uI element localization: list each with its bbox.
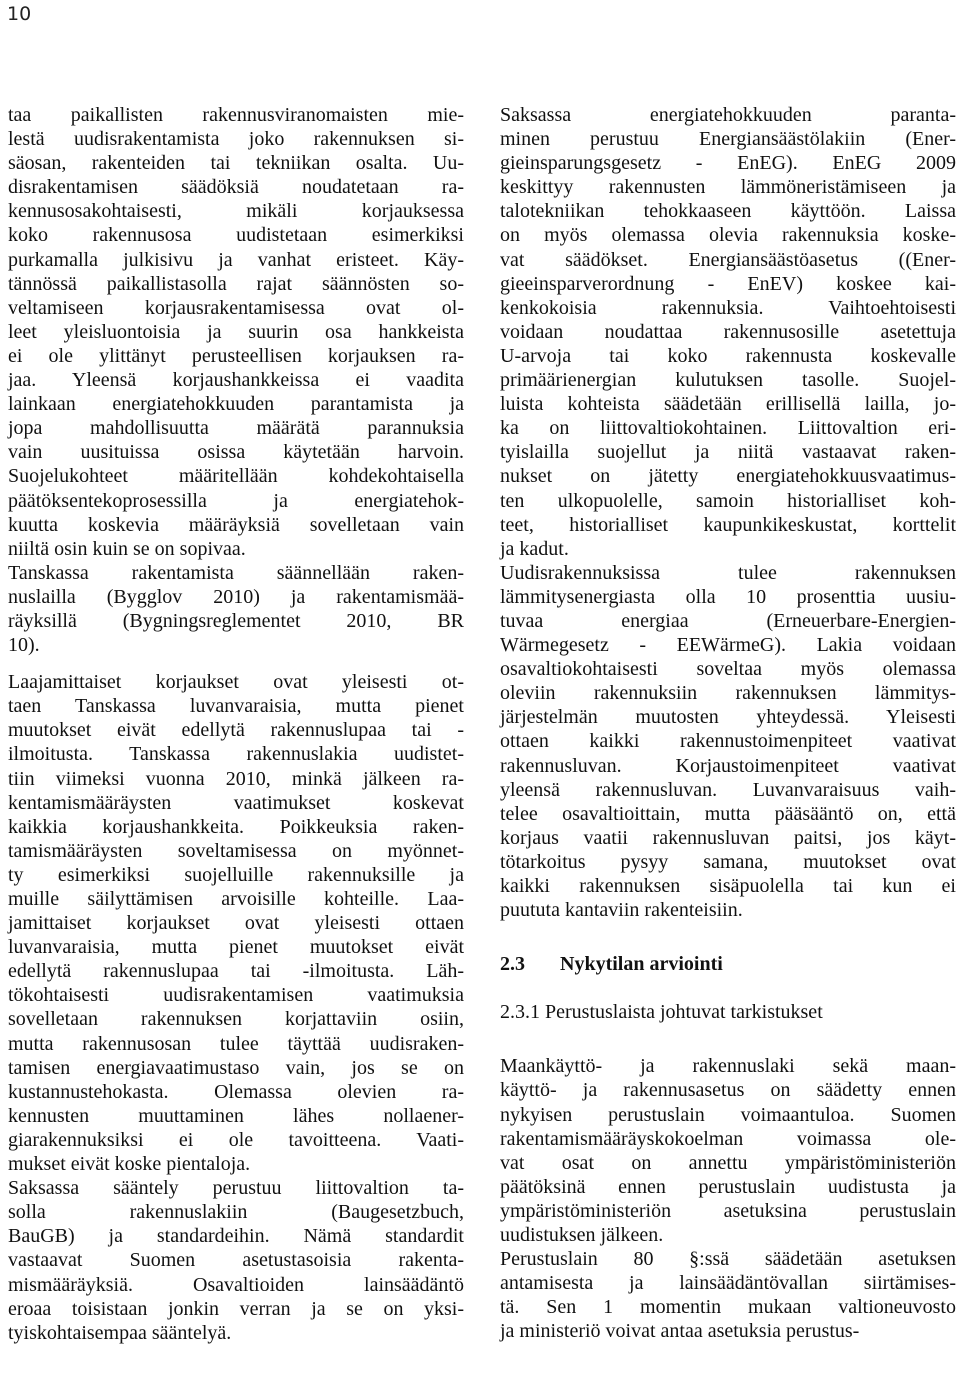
text-line: tännössä paikallistasolla rajat säännösten so- <box>8 272 464 295</box>
text-line: ja kadut. <box>500 537 569 560</box>
text-line: lestä uudisrakentamista joko rakennuksen si- <box>8 128 464 151</box>
text-line: vat säädökset. Energiansäästöasetus ((Ener- <box>500 248 956 271</box>
text-line: disrakentamisen säädöksiä noudatetaan ra- <box>8 176 464 199</box>
text-line: ja ministeriö voivat antaa asetuksia perustus- <box>500 1320 860 1343</box>
text-line: on myös olemassa olevia rakennuksia koske- <box>500 224 956 247</box>
text-line: vastaavat Suomen asetustasoisia rakenta- <box>8 1249 464 1272</box>
text-line: taen Tanskassa luvanvaraisia, mutta pienet <box>8 695 464 718</box>
text-line: Laajamittaiset korjaukset ovat yleisesti ot- <box>8 671 464 694</box>
text-line: jopa mahdollisuutta määrätä parannuksia <box>8 417 464 440</box>
text-line: kaikkia korjaushankkeita. Poikkeuksia raken- <box>8 815 464 838</box>
text-line: Saksassa energiatehokkuuden paranta- <box>500 104 956 126</box>
text-line: lämmitysenergiasta olla 10 prosenttia uusiu- <box>500 585 956 608</box>
text-line: yleensä rakennusluvan. Luvanvaraisuus vaih- <box>500 778 956 801</box>
text-line: Suojelukohteet määritellään kohdekohtaisella <box>8 465 464 488</box>
spacer <box>500 922 956 952</box>
text-line: tiin viimeksi vuonna 2010, minkä jälkeen ra- <box>8 767 464 790</box>
text-line: tamisen energiavaatimustaso vain, jos se on <box>8 1056 464 1079</box>
text-line: korjaus vaatii rakennusluvan paitsi, jos käyt- <box>500 826 956 849</box>
text-line: purkamalla julkisivu ja vanhat eristeet. Käy- <box>8 248 464 271</box>
text-line: kaikki rakennuksen sisäpuolella tai kun ei <box>500 875 956 897</box>
subsection-heading: 2.3.1 Perustuslaista johtuvat tarkistukset <box>500 1001 823 1024</box>
right-column <box>500 103 956 1344</box>
text-line: kuutta koskevia määräyksiä sovelletaan vain <box>8 513 464 536</box>
text-line: teet, historialliset kaupunkikeskustat, korttelit <box>500 513 956 536</box>
text-line: luista kohteista säädetään erillisellä lailla, jo- <box>500 393 956 416</box>
text-line: vain uusituissa osissa käytetään harvoin. <box>8 441 464 464</box>
paragraph <box>500 1247 956 1343</box>
text-line: ottaen kaikki rakennustoimenpiteet vaativat <box>500 730 956 753</box>
text-line: gieeinsparverordnung - EnEV) koskee kai- <box>500 272 956 295</box>
text-line: ei ole ylittänyt perusteellisen korjauksen ra- <box>8 344 464 367</box>
text-line: rakentamismääräyskokoelman voimassa ole- <box>500 1127 956 1150</box>
text-line: nykyisen perustuslain voimaantuloa. Suomen <box>500 1103 956 1126</box>
text-line: ympäristöministeriön asetuksina perustuslain <box>500 1199 956 1222</box>
text-line: nukset on jätetty energiatehokkuusvaatimus- <box>500 465 956 488</box>
text-line: veltamiseen korjausrakentamisessa ovat ol- <box>8 296 464 319</box>
text-line: Tanskassa rakentamista säännellään raken- <box>8 561 464 584</box>
text-line: Maankäyttö- ja rakennuslaki sekä maan- <box>500 1055 956 1078</box>
text-line: niiltä osin kuin se on sopivaa. <box>8 537 246 560</box>
text-line: voidaan noudattaa rakennusosille asetettuja <box>500 320 956 343</box>
text-line: tamismääräysten soveltamisessa on myönnet- <box>8 839 464 862</box>
text-line: gieinsparungsgesetz - EnEG). EnEG 2009 <box>500 152 956 175</box>
text-line: ilmoitusta. Tanskassa rakennuslakia uudistet- <box>8 743 464 766</box>
text-line: mukset eivät koske pientaloja. <box>8 1153 251 1176</box>
text-line: tä. Sen 1 momentin mukaan valtioneuvosto <box>500 1296 956 1319</box>
text-line: kennusten muuttaminen lähes nollaener- <box>8 1104 464 1127</box>
paragraph <box>8 103 464 561</box>
text-line: taa paikallisten rakennusviranomaisten mie- <box>8 104 464 126</box>
text-line: tötarkoitus pysyy samana, muutokset ovat <box>500 850 956 873</box>
text-line: Uudisrakennuksissa tulee rakennuksen <box>500 561 956 584</box>
text-line: osavaltiokohtaisesti soveltaa myös olemassa <box>500 658 956 681</box>
text-line: kennusosakohtaisesti, mikäli korjauksessa <box>8 200 464 223</box>
text-line: päätöksentekoprosessilla ja energiatehok- <box>8 489 464 512</box>
text-line: leet yleisluontoisia ja suurin osa hankkeista <box>8 320 464 343</box>
text-line: giarakennuksiksi ei ole tavoitteena. Vaati- <box>8 1128 464 1151</box>
text-line: ka on liittovaltiokohtainen. Liittovaltion eri- <box>500 417 956 440</box>
text-line: solla rakennuslakiin (Baugesetzbuch, <box>8 1201 464 1224</box>
text-line: telee osavaltioittain, mutta pääsääntö on, että <box>500 802 956 825</box>
text-line: U-arvoja tai koko rakennusta koskevalle <box>500 344 956 367</box>
text-line: Saksassa sääntely perustuu liittovaltion ta- <box>8 1177 464 1200</box>
text-line: BauGB) ja standardeihin. Nämä standardit <box>8 1225 464 1248</box>
text-line: primäärienergian kulutuksen tasolle. Suojel- <box>500 369 956 392</box>
paragraph <box>500 103 956 561</box>
spacer <box>500 976 956 1000</box>
text-line: muutokset eivät edellytä rakennuslupaa tai - <box>8 719 464 742</box>
text-line: kenkokoisia rakennuksia. Vaihtoehtoisesti <box>500 296 956 319</box>
text-line: edellytä rakennuslupaa tai -ilmoitusta. Läh- <box>8 960 464 983</box>
text-line: ten ulkopuolelle, samoin historialliset koh- <box>500 489 956 512</box>
text-line: Wärmegesetz - EEWärmeG). Lakia voidaan <box>500 634 956 657</box>
text-line: 10). <box>8 634 40 657</box>
text-line: tyiskohtaisempaa sääntelyä. <box>8 1321 232 1344</box>
paragraph <box>500 1054 956 1247</box>
text-line: koko rakennusosa uudistetaan esimerkiksi <box>8 224 464 247</box>
text-line: räyksillä (Bygningsreglementet 2010, BR <box>8 609 464 632</box>
text-line: minen perustuu Energiansäästölakiin (Ener- <box>500 128 956 151</box>
text-line: luvanvaraisia, mutta pienet muutokset eivät <box>8 936 464 959</box>
text-line: tuvaa energiaa (Erneuerbare-Energien- <box>500 609 956 632</box>
text-line: rakennusluvan. Korjaustoimenpiteet vaativat <box>500 754 956 777</box>
text-line: järjestelmän muutosten yhteydessä. Yleisesti <box>500 706 956 729</box>
text-line: vat osat on annettu ympäristöministeriön <box>500 1151 956 1174</box>
text-line: Perustuslain 80 §:ssä säädetään asetuksen <box>500 1248 956 1271</box>
paragraph <box>8 1176 464 1345</box>
text-line: tyislailla suojellut ja niitä vastaavat raken- <box>500 441 956 464</box>
text-line: muille säilyttämisen arvoisille kohteille. Laa- <box>8 888 464 910</box>
text-line: puututa kantaviin rakenteisiin. <box>500 899 743 922</box>
text-line: jaa. Yleensä korjaushankkeissa ei vaadita <box>8 369 464 392</box>
text-line: antamisesta ja lainsäädäntövallan siirtämises- <box>500 1272 956 1295</box>
paragraph <box>8 561 464 657</box>
text-line: lainkaan energiatehokkuuden parantamista ja <box>8 393 464 416</box>
text-line: sovelletaan rakennuksen korjattaviin osiin, <box>8 1008 464 1031</box>
page-number: 10 <box>7 3 32 25</box>
text-line: eroaa toisistaan jonkin verran ja se on yksi- <box>8 1297 464 1320</box>
text-line: mutta rakennusosan tulee täyttää uudisraken- <box>8 1032 464 1055</box>
text-line: keskittyy rakennusten lämmöneristämiseen ja <box>500 176 956 199</box>
text-line: päätöksinä ennen perustuslain uudistusta ja <box>500 1175 956 1198</box>
left-column <box>8 103 464 1345</box>
text-line: säosan, rakenteiden tai tekniikan osalta. Uu- <box>8 152 464 175</box>
spacer <box>8 657 464 670</box>
text-line: käyttö- ja rakennusasetus on säädetty ennen <box>500 1079 956 1102</box>
section-heading: 2.3 Nykytilan arviointi <box>500 953 723 976</box>
text-line: mismääräyksiä. Osavaltioiden lainsäädäntö <box>8 1273 464 1296</box>
paragraph <box>500 561 956 922</box>
spacer <box>500 1024 956 1054</box>
text-line: nuslailla (Bygglov 2010) ja rakentamismää- <box>8 585 464 608</box>
text-line: tökohtaisesti uudisrakentamisen vaatimuksia <box>8 984 464 1007</box>
text-line: ty esimerkiksi suojelluille rakennuksille ja <box>8 863 464 886</box>
text-line: kustannustehokasta. Olemassa olevien ra- <box>8 1080 464 1103</box>
text-line: oleviin rakennuksiin rakennuksen lämmitys- <box>500 682 956 705</box>
text-line: uudistuksen jälkeen. <box>500 1224 664 1247</box>
text-line: talotekniikan tehokkaaseen käyttöön. Laissa <box>500 200 956 223</box>
text-line: jamittaiset korjaukset ovat yleisesti ottaen <box>8 912 464 935</box>
text-line: kentamismääräysten vaatimukset koskevat <box>8 791 464 814</box>
paragraph <box>8 670 464 1176</box>
